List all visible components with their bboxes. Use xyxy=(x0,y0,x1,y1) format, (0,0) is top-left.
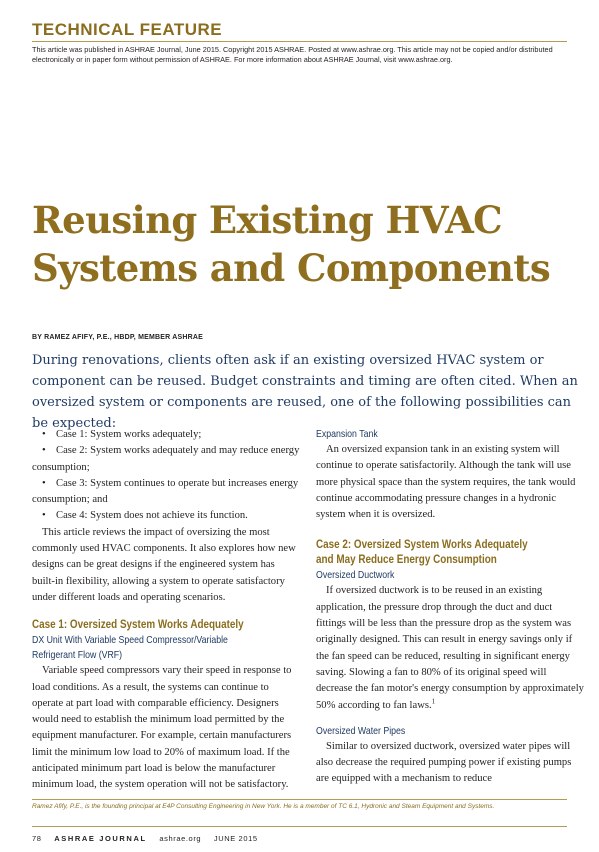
intro-paragraph: This article reviews the impact of oversizing the most commonly used HVAC components. It also explores how new designs can be great designs if the engineered system has built-in flexibility, allowing a system to operate satisfactory under different loads and operating scenarios. xyxy=(32,526,296,603)
case1-heading: Case 1: Oversized System Works Adequately xyxy=(32,619,244,632)
vrf-subheading: DX Unit With Variable Speed Compressor/Variable Refrigerant Flow (VRF) xyxy=(32,635,228,662)
section-label: TECHNICAL FEATURE xyxy=(32,20,223,39)
vrf-paragraph: Variable speed compressors vary their speed in response to load conditions. As a result, the systems can continue to operate at part load with comparable efficiency. Designers would need to establish the minimum load permitted by the equipment manufacturer. For example, certain manufacturers limit the minimum low load to 20% of maximum load. If the anticipated minimum part load is below the manufacturer minimum load, the system operation will not be satisfactory. xyxy=(32,665,292,791)
article-lede: During renovations, clients often ask if an existing oversized HVAC system or component can be reused. Budget constraints and timing are often cited. When an oversized system or components are reused, one of the following possibilities can be expected: xyxy=(32,353,578,431)
ductwork-paragraph: If oversized ductwork is to be reused in an existing application, the pressure drop through the duct and duct fittings will be less than the pressure drop as the system was originally designed. This can result in energy savings only if the fan speed can be reduced, resulting in significant energy saving. Slowing a fan to 80% of its original speed will decrease the fan motor's energy consumption by approximately 50% according to fan laws.$^1$ xyxy=(316,585,584,711)
case-list xyxy=(32,427,300,525)
journal-site: ashrae.org xyxy=(159,834,202,843)
expansion-tank-subheading: Expansion Tank xyxy=(316,429,378,440)
footnote-divider xyxy=(32,799,567,800)
left-column xyxy=(32,427,300,794)
issue-date: JUNE 2015 xyxy=(213,834,258,843)
footer-divider xyxy=(32,826,567,827)
author-note: Ramez Afify, P.E., is the founding principal at E4P Consulting Engineering in New York. He is a member of TC 6.1, Hydronic and Steam Equipment and Systems. xyxy=(32,803,495,810)
ductwork-subheading: Oversized Ductwork xyxy=(316,570,395,582)
list-item: • Case 3: System continues to operate but increases energy consumption; and xyxy=(32,477,299,506)
author-byline: BY RAMEZ AFIFY, P.E., HBDP, MEMBER ASHRAE xyxy=(32,334,204,341)
expansion-tank-paragraph: An oversized expansion tank in an existing system will continue to operate satisfactorily. Although the tank will use more physical space than the system requires, the tank would continue accommodating pressure changes in a hydronic system when it is oversized. xyxy=(316,444,576,521)
list-item: • Case 2: System works adequately and may reduce energy consumption; xyxy=(32,445,300,473)
list-item: • Case 4: System does not achieve its function. xyxy=(42,510,248,522)
water-pipes-paragraph: Similar to oversized ductwork, oversized water pipes will also decrease the required pumping power if existing pumps are equipped with a mechanism to reduce xyxy=(316,740,572,785)
journal-name: ASHRAE JOURNAL xyxy=(54,834,147,843)
header-divider xyxy=(32,41,567,42)
right-column xyxy=(316,427,584,788)
list-item: • Case 1: System works adequately; xyxy=(42,429,202,440)
reference-marker: 1 xyxy=(431,697,436,706)
page-number: 78 xyxy=(32,834,42,843)
copyright-notice: This article was published in ASHRAE Journal, June 2015. Copyright 2015 ASHRAE. Posted at www.ashrae.org. This article may not be copied and/or distributed electronically or in paper form without permission of ASHRAE. For more information about ASHRAE Journal, visit www.ashrae.org. xyxy=(32,45,553,64)
case2-heading: Case 2: Oversized System Works Adequately and May Reduce Energy Consumption xyxy=(316,539,528,567)
page-footer xyxy=(32,834,268,843)
water-pipes-subheading: Oversized Water Pipes xyxy=(316,725,406,737)
article-title: Reusing Existing HVAC Systems and Components xyxy=(32,198,551,290)
